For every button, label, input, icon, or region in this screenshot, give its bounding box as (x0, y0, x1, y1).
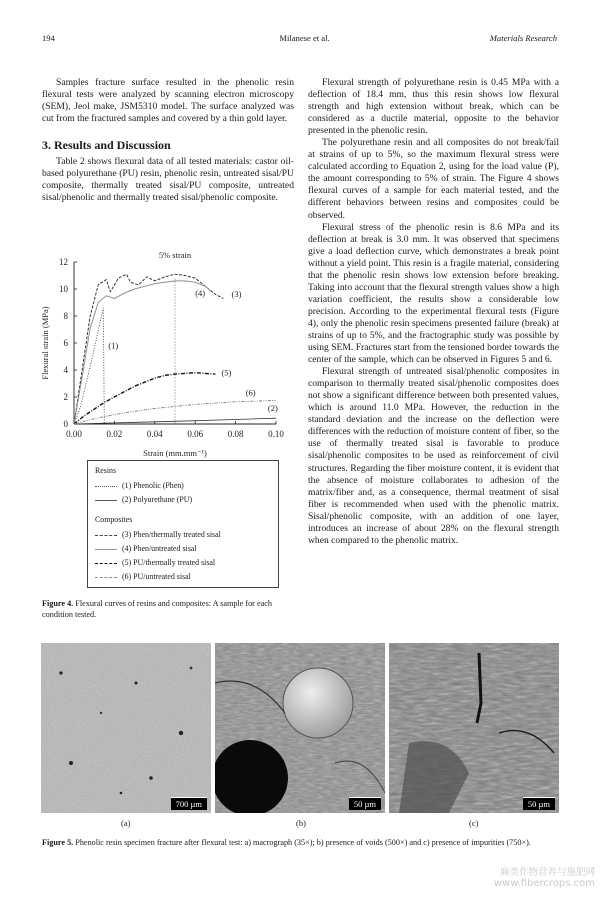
watermark-line2: www.fibercrops.com (493, 878, 595, 889)
chart-series (74, 274, 276, 424)
paragraph: The polyurethane resin and all composites do not break/fail at strains of up to 5%, so the maximum flexural stress were calculated according to Equation 2, using for the load value (P), the amount corresponding to 5% of strain. The Figure 4 shows flexural curves of a sample for each material tested, and the different behaviors between resins and composites could be observed. (308, 137, 559, 221)
legend-label: (5) PU/thermally treated sisal (122, 558, 216, 567)
scale-bar: 700 µm (171, 797, 207, 810)
flexural-chart (38, 244, 296, 462)
panel-label-b: (b) (296, 818, 306, 828)
legend-swatch (95, 500, 117, 501)
left-column (42, 77, 294, 204)
legend-swatch (95, 577, 117, 578)
legend-label: (6) PU/untreated sisal (122, 572, 191, 581)
x-tick-label: 0.04 (146, 429, 163, 439)
x-axis-label: Strain (mm.mm⁻¹) (143, 448, 207, 458)
paragraph: Table 2 shows flexural data of all tested materials: castor oil-based polyurethane (PU) resin, phenolic resin, untreated sisal/PU composite, thermally treated sisal/PU composite, untreated sisal/phenolic and thermally treated sisal/phenolic composite. (42, 156, 294, 204)
x-tick-label: 0.06 (187, 429, 204, 439)
paragraph: Flexural strength of polyurethane resin is 0.45 MPa with a deflection of 18.4 mm, thus this resin shows low flexural strength and high extension without break, which can be considered as a ductile material, opposite to the behavior presented in the phenolic resin. (308, 77, 559, 137)
series-label-6: (6) (245, 387, 256, 398)
legend-label: (1) Phenolic (Phen) (122, 481, 184, 490)
y-tick-label: 12 (59, 257, 68, 267)
x-tick-label: 0.10 (268, 429, 284, 439)
legend-swatch (95, 549, 117, 550)
micrograph-c-image (389, 643, 559, 813)
y-tick-label: 6 (63, 338, 68, 348)
scale-bar: 50 µm (349, 797, 381, 810)
micrograph-a-image (41, 643, 211, 813)
legend-label: (3) Phen/thermally treated sisal (122, 530, 221, 539)
micrograph-a (41, 643, 211, 813)
legend-label: (2) Polyurethane (PU) (122, 495, 193, 504)
paragraph: Flexural stress of the phenolic resin is 8.6 MPa and its deflection at break is 3.0 mm. It was observed that specimens give a load deflection curve, which demonstrates a break point without a yield point. This resin is a fragile material, considering that the phenolic resin shows low extension before breaking. Taking into account that the flexural strength values show a high variation coefficient, the results show a considerable low precision. According to the experimental flexural tests (Figure 4), only the phenolic resin specimens presented failure (break) at strains of up to 5%, and the fractographic study was possible by using SEM. Fractures start from the tensioned border towards the center of the sample, which can be observed in Figures 5 and 6. (308, 221, 559, 366)
figure4-caption (42, 599, 294, 621)
legend-group-resins: Resins (95, 466, 117, 475)
panel-label-a: (a) (121, 818, 131, 828)
figure4-caption-text: Flexural curves of resins and composites: A sample for each condition tested. (42, 599, 272, 619)
legend-group-composites: Composites (95, 515, 133, 524)
x-tick-label: 0.02 (106, 429, 123, 439)
right-column (308, 77, 559, 547)
page-number: 194 (42, 33, 55, 43)
series-label-2: (2) (267, 403, 278, 414)
series-label-3: (3) (231, 289, 242, 300)
figure5-caption-label: Figure 5. (42, 838, 74, 847)
series-line-5 (74, 373, 215, 424)
series-label-4: (4) (195, 287, 206, 298)
y-tick-label: 2 (63, 392, 68, 402)
y-tick-label: 10 (59, 284, 68, 294)
figure5-caption (42, 838, 562, 849)
legend-label: (4) Phen/untreated sisal (122, 544, 197, 553)
paragraph: Samples fracture surface resulted in the phenolic resin flexural tests were analyzed by scanning electron microscopy (SEM), Jeol make, JSM5310 model. The surface analyzed was cut from the fractured samples and covered by a thin gold layer. (42, 77, 294, 125)
section-heading: 3. Results and Discussion (42, 138, 171, 153)
y-axis-label: Flexural strain (MPa) (40, 306, 50, 380)
watermark-line1: 麻类作物营养与施肥网 (499, 867, 595, 878)
chart-axes (40, 257, 284, 458)
figure5-caption-text: Phenolic resin specimen fracture after flexural test: a) macrograph (35×); b) presence of voids (500×) and c) presence of impurities (750×). (73, 838, 531, 847)
y-tick-label: 0 (63, 419, 68, 429)
journal-name: Materials Research (489, 33, 557, 43)
y-tick-label: 8 (63, 311, 68, 321)
legend-swatch (95, 535, 117, 536)
micrograph-c (389, 643, 559, 813)
series-label-1: (1) (108, 340, 119, 351)
micrograph-b (215, 643, 385, 813)
legend-swatch (95, 563, 117, 564)
panel-label-c: (c) (469, 818, 479, 828)
y-tick-label: 4 (63, 365, 68, 375)
paragraph: Flexural strength of untreated sisal/phenolic composites in comparison to thermally treated sisal/phenolic composites does not show a significant difference between both presented values, which is around 11.0 MPa. However, the reduction in the standard deviation and the increase on the deflection were differences with the reduction of moisture content of fiber, so the use of thermally treated sisal is favorable to produce sisal/phenolic composites to be used as reinforcement of civil structures. Regarding the fiber moisture content, it is evident that the absence of moisture collaborates to adhesion of the matrix/fiber and, as a consequence, thermal treatment of sisal fiber is recommended when used with the phenolic matrix. Sisal/phenolic composite, with an addition of one layer, introduces an increase of about 28% on the flexural strength when compared to the phenolic matrix. (308, 366, 559, 546)
x-tick-label: 0.08 (227, 429, 244, 439)
micrograph-b-image (215, 643, 385, 813)
running-authors: Milanese et al. (279, 33, 330, 43)
x-tick-label: 0.00 (66, 429, 82, 439)
legend-swatch (95, 486, 117, 487)
chart-legend (87, 460, 279, 588)
scale-bar: 50 µm (523, 797, 555, 810)
annotation-5-percent-strain: 5% strain (158, 250, 192, 260)
chart-labels (108, 250, 278, 413)
series-line-4 (74, 281, 211, 424)
series-label-5: (5) (221, 367, 232, 378)
figure4-caption-label: Figure 4. (42, 599, 74, 608)
